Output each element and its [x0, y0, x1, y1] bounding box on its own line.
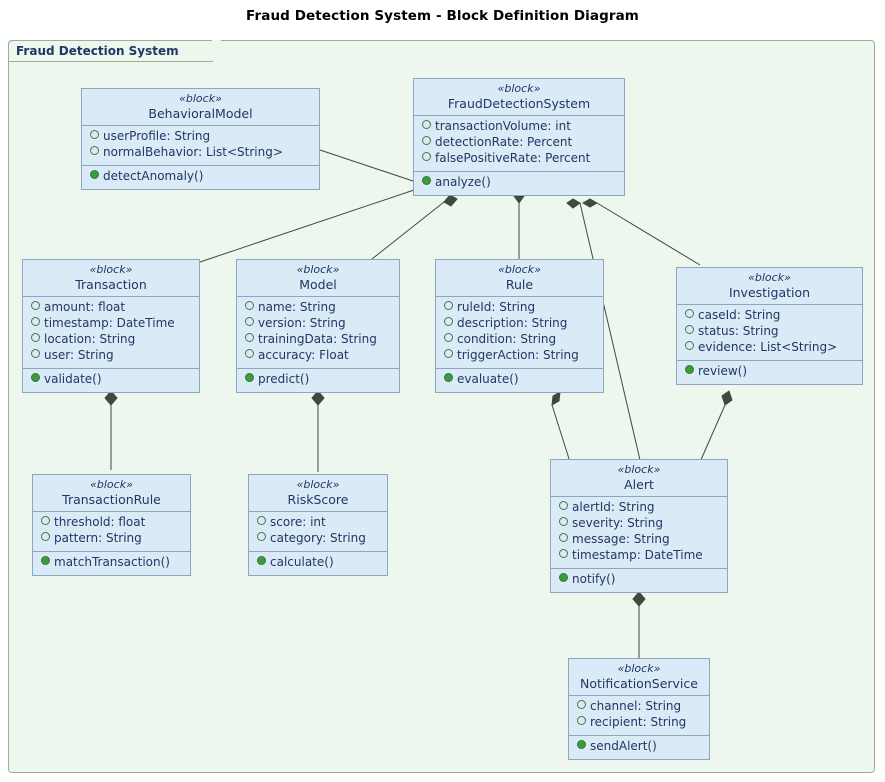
attribute-label: userProfile: String — [103, 129, 211, 144]
block-header — [23, 260, 199, 297]
operations-compartment — [551, 568, 727, 592]
operation-marker-icon — [245, 373, 254, 382]
attribute-row — [41, 531, 184, 547]
attribute-marker-icon — [90, 146, 99, 155]
operations-compartment — [33, 551, 190, 575]
attribute-label: condition: String — [457, 332, 557, 347]
operations-compartment — [569, 735, 709, 759]
block-name: Model — [299, 276, 337, 292]
attribute-label: normalBehavior: List<String> — [103, 145, 283, 160]
attribute-label: description: String — [457, 316, 568, 331]
attribute-label: transactionVolume: int — [435, 119, 571, 134]
attribute-row — [422, 151, 618, 167]
block-header — [414, 79, 624, 116]
attribute-row — [559, 532, 721, 548]
block-stereotype: «block» — [296, 263, 340, 276]
attribute-label: alertId: String — [572, 500, 655, 515]
attribute-marker-icon — [245, 349, 254, 358]
attribute-label: name: String — [258, 300, 336, 315]
attribute-marker-icon — [41, 516, 50, 525]
operation-marker-icon — [31, 373, 40, 382]
attribute-label: amount: float — [44, 300, 126, 315]
block-name: BehavioralModel — [148, 105, 253, 121]
operation-row — [90, 169, 313, 185]
block-name: Transaction — [75, 276, 147, 292]
attribute-marker-icon — [444, 349, 453, 358]
block-stereotype: «block» — [90, 478, 133, 491]
attribute-marker-icon — [577, 700, 586, 709]
attribute-row — [444, 348, 597, 364]
attribute-label: pattern: String — [54, 531, 142, 546]
attribute-label: location: String — [44, 332, 136, 347]
attribute-marker-icon — [257, 516, 266, 525]
attribute-marker-icon — [685, 341, 694, 350]
operation-row — [31, 372, 193, 388]
operations-compartment — [237, 368, 399, 392]
attribute-label: trainingData: String — [258, 332, 377, 347]
attribute-label: triggerAction: String — [457, 348, 579, 363]
block-name: Alert — [624, 476, 654, 492]
attribute-label: accuracy: Float — [258, 348, 349, 363]
operations-compartment — [249, 551, 387, 575]
block-transaction[interactable] — [22, 259, 200, 393]
attribute-label: caseId: String — [698, 308, 781, 323]
attribute-row — [245, 316, 393, 332]
block-header — [436, 260, 603, 297]
package-label: Fraud Detection System — [16, 44, 179, 58]
attribute-marker-icon — [31, 333, 40, 342]
block-investigation[interactable] — [676, 267, 863, 385]
block-header — [33, 475, 190, 512]
attributes-compartment — [237, 297, 399, 368]
attributes-compartment — [436, 297, 603, 368]
attribute-row — [41, 515, 184, 531]
attribute-label: severity: String — [572, 516, 663, 531]
block-name: FraudDetectionSystem — [447, 95, 591, 111]
block-name: Rule — [505, 276, 534, 292]
attribute-row — [257, 531, 381, 547]
attribute-row — [685, 340, 856, 356]
operation-row — [422, 175, 618, 191]
operation-marker-icon — [257, 556, 266, 565]
attribute-marker-icon — [444, 333, 453, 342]
operation-row — [257, 555, 381, 571]
attribute-label: falsePositiveRate: Percent — [435, 151, 591, 166]
block-stereotype: «block» — [498, 263, 541, 276]
block-header — [249, 475, 387, 512]
attribute-marker-icon — [559, 501, 568, 510]
block-name: RiskScore — [287, 491, 349, 507]
attribute-row — [31, 316, 193, 332]
attribute-marker-icon — [559, 549, 568, 558]
block-stereotype: «block» — [617, 662, 661, 675]
attribute-row — [31, 300, 193, 316]
attribute-marker-icon — [245, 333, 254, 342]
attribute-row — [444, 332, 597, 348]
attribute-label: version: String — [258, 316, 346, 331]
attribute-marker-icon — [31, 301, 40, 310]
attribute-label: recipient: String — [590, 715, 687, 730]
block-stereotype: «block» — [179, 92, 222, 105]
attribute-marker-icon — [422, 152, 431, 161]
attributes-compartment — [23, 297, 199, 368]
block-behavioralmodel[interactable] — [81, 88, 320, 190]
operation-row — [685, 364, 856, 380]
attribute-row — [685, 324, 856, 340]
attribute-label: timestamp: DateTime — [44, 316, 175, 331]
operations-compartment — [23, 368, 199, 392]
attributes-compartment — [551, 497, 727, 568]
block-stereotype: «block» — [748, 271, 791, 284]
attribute-row — [257, 515, 381, 531]
block-stereotype: «block» — [617, 463, 661, 476]
operation-marker-icon — [90, 170, 99, 179]
operation-label: analyze() — [435, 175, 491, 190]
attribute-marker-icon — [685, 309, 694, 318]
attribute-row — [577, 699, 703, 715]
block-stereotype: «block» — [89, 263, 133, 276]
block-name: TransactionRule — [62, 491, 161, 507]
attribute-marker-icon — [245, 317, 254, 326]
block-header — [569, 659, 709, 696]
attribute-label: evidence: List<String> — [698, 340, 838, 355]
attribute-marker-icon — [245, 301, 254, 310]
block-transactionrule[interactable] — [32, 474, 191, 576]
attribute-marker-icon — [31, 349, 40, 358]
operation-row — [444, 372, 597, 388]
page-title: Fraud Detection System - Block Definition Diagram — [246, 8, 639, 24]
operation-row — [577, 739, 703, 755]
attribute-label: category: String — [270, 531, 366, 546]
operation-label: detectAnomaly() — [103, 169, 204, 184]
operation-label: notify() — [572, 572, 616, 587]
attribute-label: channel: String — [590, 699, 682, 714]
attribute-label: user: String — [44, 348, 114, 363]
block-riskscore[interactable] — [248, 474, 388, 576]
block-stereotype: «block» — [296, 478, 340, 491]
attribute-row — [685, 308, 856, 324]
operation-marker-icon — [577, 740, 586, 749]
block-header — [82, 89, 319, 126]
operation-label: review() — [698, 364, 748, 379]
attribute-label: threshold: float — [54, 515, 146, 530]
block-frauddetectionsystem[interactable] — [413, 78, 625, 196]
attribute-row — [559, 548, 721, 564]
attribute-label: status: String — [698, 324, 779, 339]
block-name: Investigation — [728, 284, 811, 300]
attributes-compartment — [414, 116, 624, 171]
attribute-marker-icon — [90, 130, 99, 139]
operation-label: evaluate() — [457, 372, 519, 387]
attribute-row — [90, 145, 313, 161]
attribute-marker-icon — [422, 136, 431, 145]
operations-compartment — [414, 171, 624, 195]
attribute-marker-icon — [444, 301, 453, 310]
attributes-compartment — [569, 696, 709, 735]
attributes-compartment — [677, 305, 862, 360]
attribute-row — [31, 332, 193, 348]
attribute-row — [245, 300, 393, 316]
attribute-label: score: int — [270, 515, 326, 530]
attribute-row — [422, 119, 618, 135]
attributes-compartment — [82, 126, 319, 165]
attributes-compartment — [249, 512, 387, 551]
block-rule[interactable] — [435, 259, 604, 393]
block-header — [677, 268, 862, 305]
block-alert[interactable] — [550, 459, 728, 593]
attribute-label: message: String — [572, 532, 670, 547]
operation-label: predict() — [258, 372, 310, 387]
operation-label: calculate() — [270, 555, 334, 570]
operation-marker-icon — [41, 556, 50, 565]
block-model[interactable] — [236, 259, 400, 393]
attribute-row — [559, 516, 721, 532]
attribute-row — [31, 348, 193, 364]
operation-label: sendAlert() — [590, 739, 657, 754]
attribute-marker-icon — [577, 716, 586, 725]
attribute-marker-icon — [257, 532, 266, 541]
attribute-marker-icon — [685, 325, 694, 334]
operation-marker-icon — [685, 365, 694, 374]
operations-compartment — [677, 360, 862, 384]
attribute-label: ruleId: String — [457, 300, 536, 315]
attribute-label: detectionRate: Percent — [435, 135, 573, 150]
operations-compartment — [82, 165, 319, 189]
attribute-row — [422, 135, 618, 151]
block-name: NotificationService — [580, 675, 698, 691]
operation-marker-icon — [444, 373, 453, 382]
operation-marker-icon — [559, 573, 568, 582]
block-notificationservice[interactable] — [568, 658, 710, 760]
attribute-row — [577, 715, 703, 731]
operation-row — [41, 555, 184, 571]
attribute-row — [559, 500, 721, 516]
attribute-row — [245, 332, 393, 348]
block-stereotype: «block» — [497, 82, 541, 95]
attribute-marker-icon — [31, 317, 40, 326]
block-header — [551, 460, 727, 497]
attribute-marker-icon — [559, 533, 568, 542]
attribute-row — [444, 316, 597, 332]
attribute-marker-icon — [41, 532, 50, 541]
operation-marker-icon — [422, 176, 431, 185]
operation-row — [559, 572, 721, 588]
attributes-compartment — [33, 512, 190, 551]
attribute-marker-icon — [444, 317, 453, 326]
operations-compartment — [436, 368, 603, 392]
attribute-label: timestamp: DateTime — [572, 548, 703, 563]
attribute-row — [90, 129, 313, 145]
attribute-marker-icon — [559, 517, 568, 526]
attribute-marker-icon — [422, 120, 431, 129]
operation-label: matchTransaction() — [54, 555, 170, 570]
operation-row — [245, 372, 393, 388]
operation-label: validate() — [44, 372, 102, 387]
attribute-row — [444, 300, 597, 316]
block-header — [237, 260, 399, 297]
attribute-row — [245, 348, 393, 364]
